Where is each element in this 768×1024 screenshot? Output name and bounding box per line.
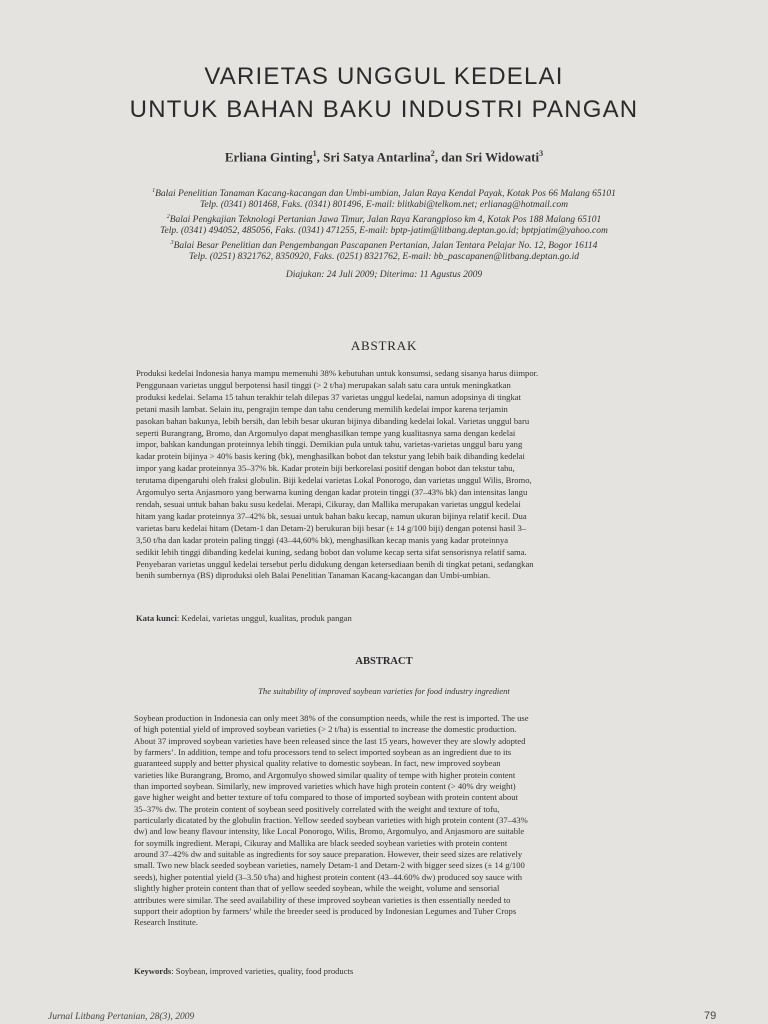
abstract-line: particularly dicatated by the globulin fraction. Yellow seeded soybean varieties with high protein content (37–43% (134, 815, 528, 826)
abstrak-line: Penggunaan varietas unggul berpotensi hasil tinggi (> 2 t/ha) merupakan salah satu cara untuk meningkatkan (136, 379, 511, 390)
abstrak-heading: ABSTRAK (350, 338, 418, 353)
abstrak-body (136, 368, 633, 582)
abstrak-line: impor, bahkan kandungan proteinnya lebih tinggi. Demikian pula untuk tahu, varietas-varietas unggul baru yang (136, 439, 523, 450)
abstrak-line: petani masih lambat. Selain itu, pengrajin tempe dan tahu cenderung memilih kedelai impor karena terjamin (136, 403, 508, 414)
author-affil-mark: 3 (539, 149, 544, 158)
abstract-line: support their adoption by farmers’ while the breeder seed is produced by Indonesian Legumes and Tuber Crops (134, 905, 517, 916)
abstrak-line: Argomulyo serta Anjasmoro yang berwarna kuning dengan kadar protein tinggi (37–43% bk) dan intensitas langu (136, 487, 528, 498)
keywords-list: : Soybean, improved varieties, quality, food products (171, 966, 354, 976)
abstract-line: guaranteed supply and better physical quality relative to domestic soybean. In fact, new improved soybean (134, 758, 501, 769)
abstrak-line: terutama dipengaruhi oleh fraksi globulin. Biji kedelai varietas Lokal Ponorogo, dan varietas unggul Wilis, Bromo, (136, 475, 532, 486)
abstract-line: Research Institute. (134, 917, 198, 928)
abstract-subtitle: The suitability of improved soybean varieties for food industry ingredient (258, 686, 510, 696)
abstrak-line: sedikit lebih tinggi dibanding kedelai kuning, sedang bobot dan volume kecap serta sifat sensorisnya relatif sama. (136, 546, 527, 557)
keywords-list: : Kedelai, varietas unggul, kualitas, produk pangan (176, 613, 352, 623)
affiliation-line (60, 212, 708, 226)
affiliation-mark: 2 (166, 213, 170, 220)
affiliation-contact: Telp. (0251) 8321762, 8350920, Faks. (0251) 8321762, E-mail: bb_pascapanen@litbang.deptan.go.id (189, 251, 579, 262)
journal-citation: Jurnal Litbang Pertanian, 28(3), 2009 (48, 1012, 195, 1022)
affiliation-contact: Telp. (0341) 494052, 485056, Faks. (0341) 471255, E-mail: bptp-jatim@litbang.deptan.go.id; bptpjatim@yahoo.com (160, 226, 608, 237)
author-separator: , (316, 149, 324, 165)
author-name: Erliana Ginting (224, 149, 313, 165)
abstract-line: of high potential yield of improved soybean varieties (> 2 t/ha) is essential to increase the domestic production. (134, 724, 517, 735)
abstrak-line: rendah, sesuai untuk bahan baku susu kedelai. Merapi, Cikuray, dan Mallika merupakan varietas unggul kedelai (136, 498, 521, 509)
abstrak-line: produksi kedelai. Selama 15 tahun terakhir telah dilepas 37 varietas unggul kedelai, namun adopsinya di tingkat (136, 391, 521, 402)
paper-title (0, 60, 768, 126)
author-name: Sri Satya Antarlina (323, 149, 431, 165)
submission-dates: Diajukan: 24 Juli 2009; Diterima: 11 Agustus 2009 (285, 270, 483, 280)
abstract-line: slightly higher protein content than that of yellow seeded soybean, while the weight, volume and sensorial (134, 883, 500, 894)
abstract-line: About 37 improved soybean varieties have been released since the last 15 years, however they are slowly adopted (134, 735, 526, 746)
abstract-line: attributes were similar. The seed availability of these improved soybean varieties is then essentially needed to (134, 894, 511, 905)
abstract-line: 35–37% dw. The protein content of soybean seed positively correlated with the weight and texture of tofu, (134, 803, 500, 814)
abstrak-line: impor yang kadar proteinnya 35–37% bk. Kadar protein biji berkorelasi positif dengan bobot dan tekstur tahu, (136, 463, 515, 474)
author-affil-mark: 1 (312, 149, 317, 158)
abstrak-line: benih sumbernya (BS) diproduksi oleh Balai Penelitian Tanaman Kacang-kacangan dan Umbi-umbian. (136, 570, 491, 581)
title-line-2: UNTUK BAHAN BAKU INDUSTRI PANGAN (129, 96, 639, 123)
author-list (0, 149, 768, 165)
abstrak-line: pasokan bahan bakunya, lebih bersih, dan lebih besar ukuran bijinya dibanding kedelai lokal. Varietas unggul baru (136, 415, 530, 426)
keywords-label: Keywords (134, 966, 172, 976)
abstract-keywords (134, 966, 633, 976)
abstract-line: gave higher weight and better texture of tofu compared to those of imported soybean with protein content about (134, 792, 518, 803)
abstrak-line: varietas baru kedelai hitam (Detam-1 dan Detam-2) berukuran biji besar (± 14 g/100 biji) dengan potensi hasil 3– (136, 522, 527, 533)
abstract-line: Soybean production in Indonesia can only meet 38% of the consumption needs, while the rest is imported. The use (134, 713, 529, 723)
abstrak-line: Penyebaran varietas unggul kedelai tersebut perlu didukung dengan ketersediaan benih di tingkat petani, sedangkan (136, 558, 534, 569)
abstract-heading: ABSTRACT (355, 656, 413, 667)
title-line-1: VARIETAS UNGGUL KEDELAI (204, 63, 564, 90)
abstract-line: seeds), higher potential yield (3–3.50 t/ha) and highest protein content (43–44.60% dw) produced soy sauce with (134, 871, 523, 882)
affiliation-address: Balai Pengkajian Teknologi Pertanian Jawa Timur, Jalan Raya Karangploso km 4, Kotak Pos 188 Malang 65101 (169, 214, 602, 225)
affiliation-address: Balai Penelitian Tanaman Kacang-kacangan dan Umbi-umbian, Jalan Raya Kendal Payak, Kotak Pos 66 Malang 65101 (155, 189, 616, 200)
keywords-label: Kata kunci (136, 613, 177, 623)
abstrak-line: seperti Burangrang, Bromo, dan Argomulyo dapat menghasilkan tempe yang kualitasnya sama dengan kedelai (136, 427, 516, 438)
author-affil-mark: 2 (430, 149, 435, 158)
page-number: 79 (704, 1010, 717, 1022)
abstract-body (134, 713, 633, 929)
affiliation-address: Balai Besar Penelitian dan Pengembangan Pascapanen Pertanian, Jalan Tentara Pelajar No. 12, Bogor 16114 (173, 240, 598, 251)
abstract-line: dw) and low beany flavour intensity, like Local Ponorogo, Wilis, Bromo, Argomulyo, and Anjasmoro are suitable (134, 826, 525, 837)
abstract-line: small. Two new black seeded soybean varieties, namely Detam-1 and Detam-2 with bigger seed sizes (± 14 g/100 (134, 860, 525, 871)
abstrak-line: hitam yang kadar proteinnya 37–42% bk, sesuai untuk bahan baku kecap, namun ukuran bijinya relatif kecil. Dua (136, 510, 527, 521)
abstract-line: around 37–42% dw and suitable as ingredients for soy sauce preparation. However, their seed sizes are relatively (134, 849, 523, 860)
affiliations (60, 186, 708, 263)
abstract-line: varieties like Burangrang, Bromo, and Argomulyo showed similar quality of tempe with higher protein content (134, 769, 516, 780)
abstract-line: by farmers’. In addition, tempe and tofu processors tend to select imported soybean as an ingredient due to its (134, 747, 512, 758)
abstrak-keywords (136, 613, 633, 623)
affiliation-line (60, 186, 708, 200)
affiliation-mark: 3 (170, 239, 174, 246)
abstrak-line: kadar protein bijinya > 40% basis kering (bk), menghasilkan bobot dan tekstur yang lebih baik dibanding kedelai (136, 451, 525, 462)
abstrak-line: 3,50 t/ha dan kadar protein paling tinggi (43–44,60% bk), menghasilkan kecap manis yang kadar proteinnya (136, 534, 509, 545)
affiliation-line (60, 238, 708, 252)
affiliation-contact: Telp. (0341) 801468, Faks. (0341) 801496, E-mail: blitkabi@telkom.net; erlianag@hotmail.com (199, 200, 569, 211)
abstract-line: than imported soybean. Similarly, new improved varieties which have high protein content (> 40% dry weight) (134, 781, 516, 792)
author-name: Sri Widowati (465, 149, 540, 165)
abstrak-line: Produksi kedelai Indonesia hanya mampu memenuhi 38% kebutuhan untuk konsumsi, sedang sisanya harus diimpor. (136, 368, 539, 378)
affiliation-mark: 1 (152, 188, 156, 194)
author-separator: , dan (434, 149, 466, 165)
abstract-line: for soymilk ingredient. Merapi, Cikuray and Mallika are black seeded soybean varieties with protein content (134, 837, 508, 848)
